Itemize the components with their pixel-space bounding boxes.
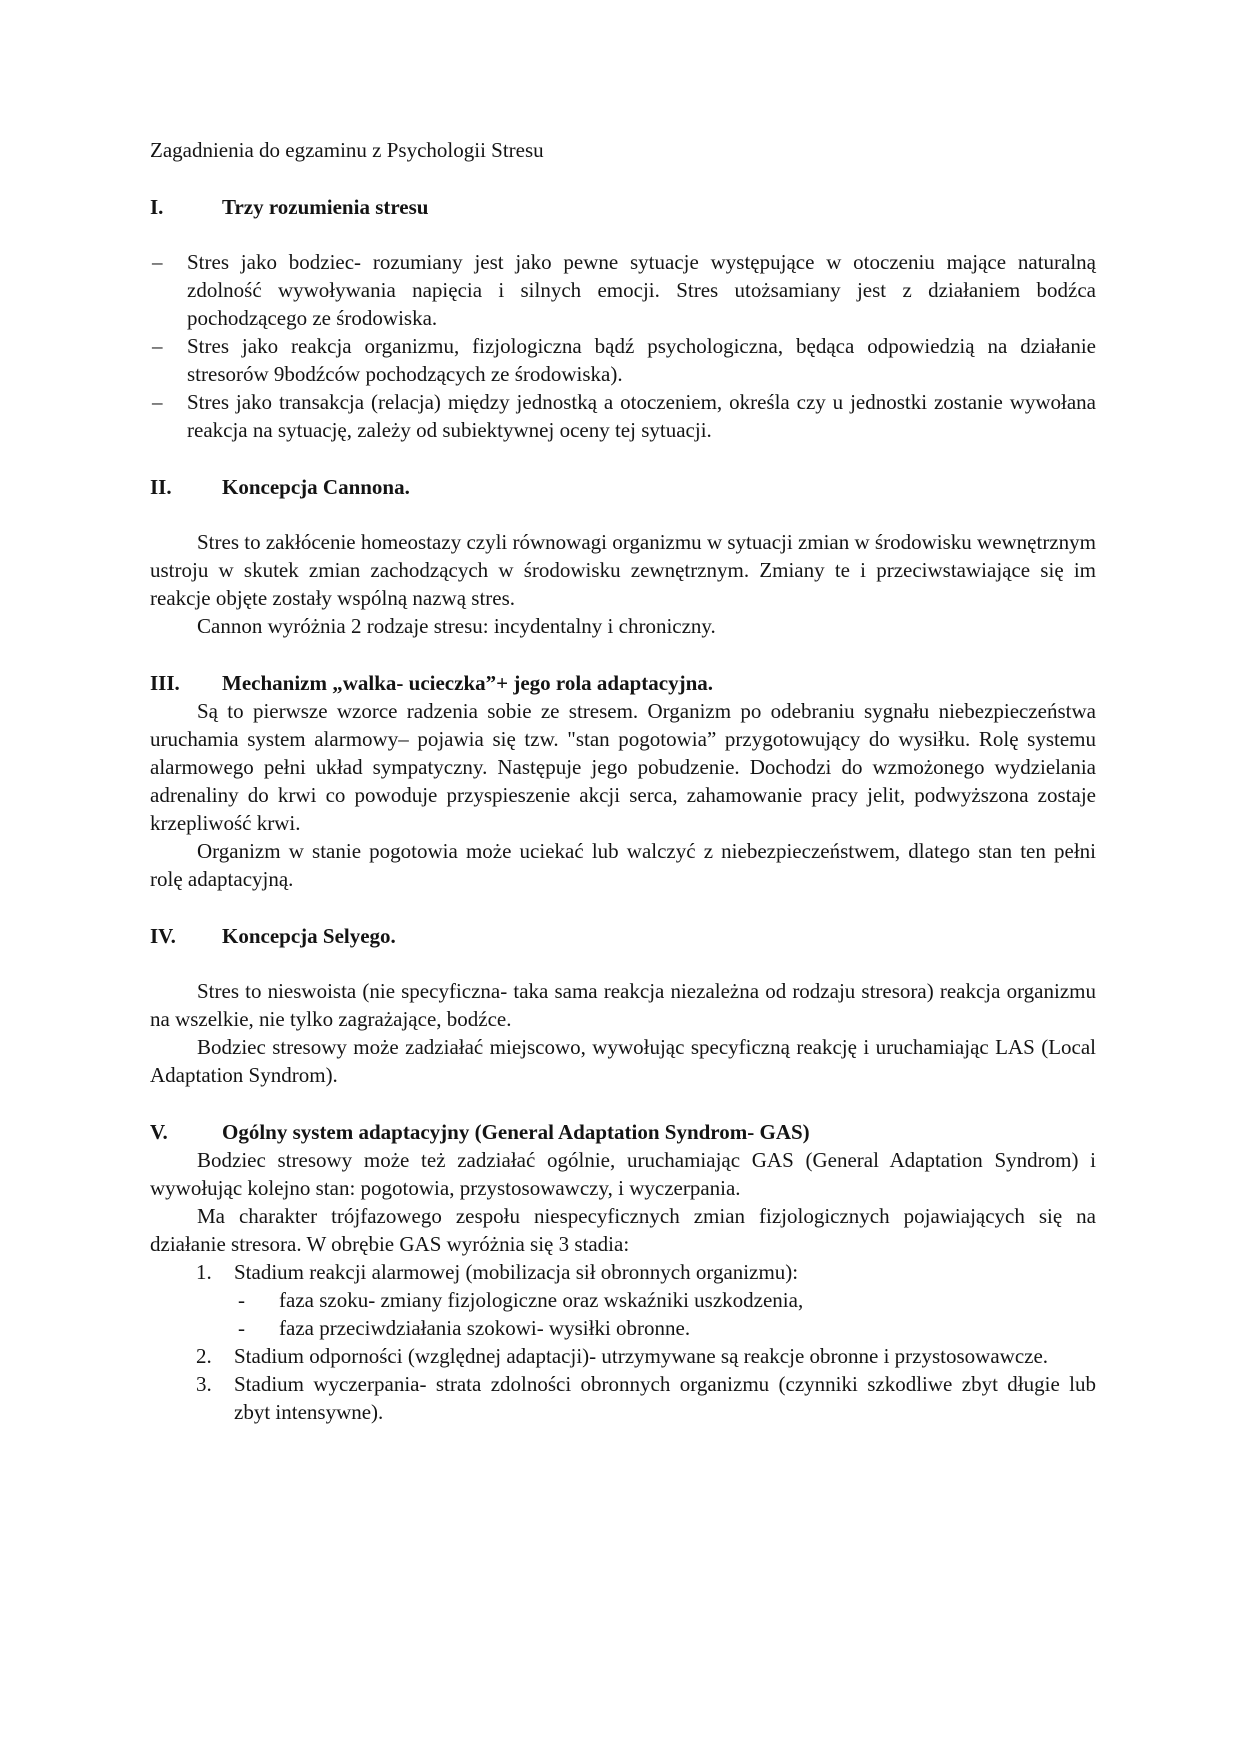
numbered-list-item — [150, 1258, 1096, 1286]
bullet-text: Stres jako transakcja (relacja) między jednostką a otoczeniem, określa czy u jednostki zostanie wywołana reakcja na sytuację, zależy od subiektywnej oceny tej sytuacji. — [187, 390, 1096, 442]
section-mechanizm-walka-ucieczka — [150, 669, 1096, 893]
list-item-text: Stadium reakcji alarmowej (mobilizacja sił obronnych organizmu): — [234, 1260, 799, 1284]
list-item-text: Stadium odporności (względnej adaptacji)- utrzymywane są reakcje obronne i przystosowawcze. — [234, 1344, 1049, 1368]
section-number: III. — [150, 671, 180, 695]
section-number: V. — [150, 1120, 168, 1144]
section-heading — [150, 193, 1096, 221]
paragraph: Są to pierwsze wzorce radzenia sobie ze stresem. Organizm po odebraniu sygnału niebezpieczeństwa uruchamia system alarmowy– pojawia się tzw. "stan pogotowia” przygotowujący do wysiłku. Rolę systemu alarmowego pełni układ sympatyczny. Następuje jego pobudzenie. Dochodzi do wzmożonego wydzielania adrenaliny do krwi co powoduje przyspieszenie akcji serca, zahamowanie pracy jelit, podwyższona zostaje krzepliwość krwi. — [150, 699, 1096, 835]
sub-list-item — [150, 1286, 1096, 1314]
numbered-list-item — [150, 1342, 1096, 1370]
numbered-list-item — [150, 1370, 1096, 1426]
section-number: II. — [150, 475, 172, 499]
section-heading-text: Ogólny system adaptacyjny (General Adaptation Syndrom- GAS) — [222, 1120, 810, 1144]
section-number: I. — [150, 195, 164, 219]
section-heading-text: Koncepcja Cannona. — [222, 475, 410, 499]
section-koncepcja-selyego — [150, 922, 1096, 1089]
document-content — [150, 136, 1096, 1426]
section-heading — [150, 669, 1096, 697]
bullet-item — [150, 388, 1096, 444]
bullet-item — [150, 248, 1096, 332]
paragraph: Bodziec stresowy może też zadziałać ogólnie, uruchamiając GAS (General Adaptation Syndrom) i wywołując kolejno stan: pogotowia, przystosowawczy, i wyczerpania. — [150, 1148, 1096, 1200]
list-number: 1. — [196, 1260, 212, 1284]
dash-bullet-marker: – — [152, 250, 163, 274]
section-trzy-rozumienia-stresu — [150, 193, 1096, 444]
dash-sub-marker: - — [238, 1316, 245, 1340]
paragraph: Stres to nieswoista (nie specyficzna- taka sama reakcja niezależna od rodzaju stresora) reakcja organizmu na wszelkie, nie tylko zagrażające, bodźce. — [150, 979, 1096, 1031]
section-heading-text: Koncepcja Selyego. — [222, 924, 396, 948]
section-heading-text: Trzy rozumienia stresu — [222, 195, 429, 219]
document-title: Zagadnienia do egzaminu z Psychologii Stresu — [150, 138, 544, 162]
dash-bullet-marker: – — [152, 334, 163, 358]
paragraph: Bodziec stresowy może zadziałać miejscowo, wywołując specyficzną reakcję i uruchamiając LAS (Local Adaptation Syndrom). — [150, 1035, 1096, 1087]
section-heading — [150, 1118, 1096, 1146]
section-heading — [150, 473, 1096, 501]
section-number: IV. — [150, 924, 176, 948]
section-koncepcja-cannona — [150, 473, 1096, 640]
sub-list-item-text: faza szoku- zmiany fizjologiczne oraz wskaźniki uszkodzenia, — [279, 1288, 804, 1312]
list-number: 2. — [196, 1344, 212, 1368]
section-heading-text: Mechanizm „walka- ucieczka”+ jego rola adaptacyjna. — [222, 671, 714, 695]
bullet-text: Stres jako bodziec- rozumiany jest jako pewne sytuacje występujące w otoczeniu mające naturalną zdolność wywoływania napięcia i silnych emocji. Stres utożsamiany jest z działaniem bodźca pochodzącego ze środowiska. — [187, 250, 1096, 330]
paragraph: Organizm w stanie pogotowia może uciekać lub walczyć z niebezpieczeństwem, dlatego stan ten pełni rolę adaptacyjną. — [150, 839, 1096, 891]
dash-sub-marker: - — [238, 1288, 245, 1312]
sub-list-item — [150, 1314, 1096, 1342]
sub-list-item-text: faza przeciwdziałania szokowi- wysiłki obronne. — [279, 1316, 691, 1340]
list-number: 3. — [196, 1372, 212, 1396]
dash-bullet-marker: – — [152, 390, 163, 414]
paragraph: Cannon wyróżnia 2 rodzaje stresu: incydentalny i chroniczny. — [197, 614, 716, 638]
section-heading — [150, 922, 1096, 950]
bullet-item — [150, 332, 1096, 388]
paragraph: Ma charakter trójfazowego zespołu niespecyficznych zmian fizjologicznych pojawiających się na działanie stresora. W obrębie GAS wyróżnia się 3 stadia: — [150, 1204, 1096, 1256]
section-ogolny-system-adaptacyjny — [150, 1118, 1096, 1426]
paragraph: Stres to zakłócenie homeostazy czyli równowagi organizmu w sytuacji zmian w środowisku wewnętrznym ustroju w skutek zmian zachodzących w środowisku zewnętrznym. Zmiany te i przeciwstawiające się im reakcje objęte zostały wspólną nazwą stres. — [150, 530, 1096, 610]
bullet-text: Stres jako reakcja organizmu, fizjologiczna bądź psychologiczna, będąca odpowiedzią na działanie stresorów 9bodźców pochodzących ze środowiska). — [187, 334, 1096, 386]
list-item-text: Stadium wyczerpania- strata zdolności obronnych organizmu (czynniki szkodliwe zbyt długie lub zbyt intensywne). — [234, 1372, 1096, 1424]
